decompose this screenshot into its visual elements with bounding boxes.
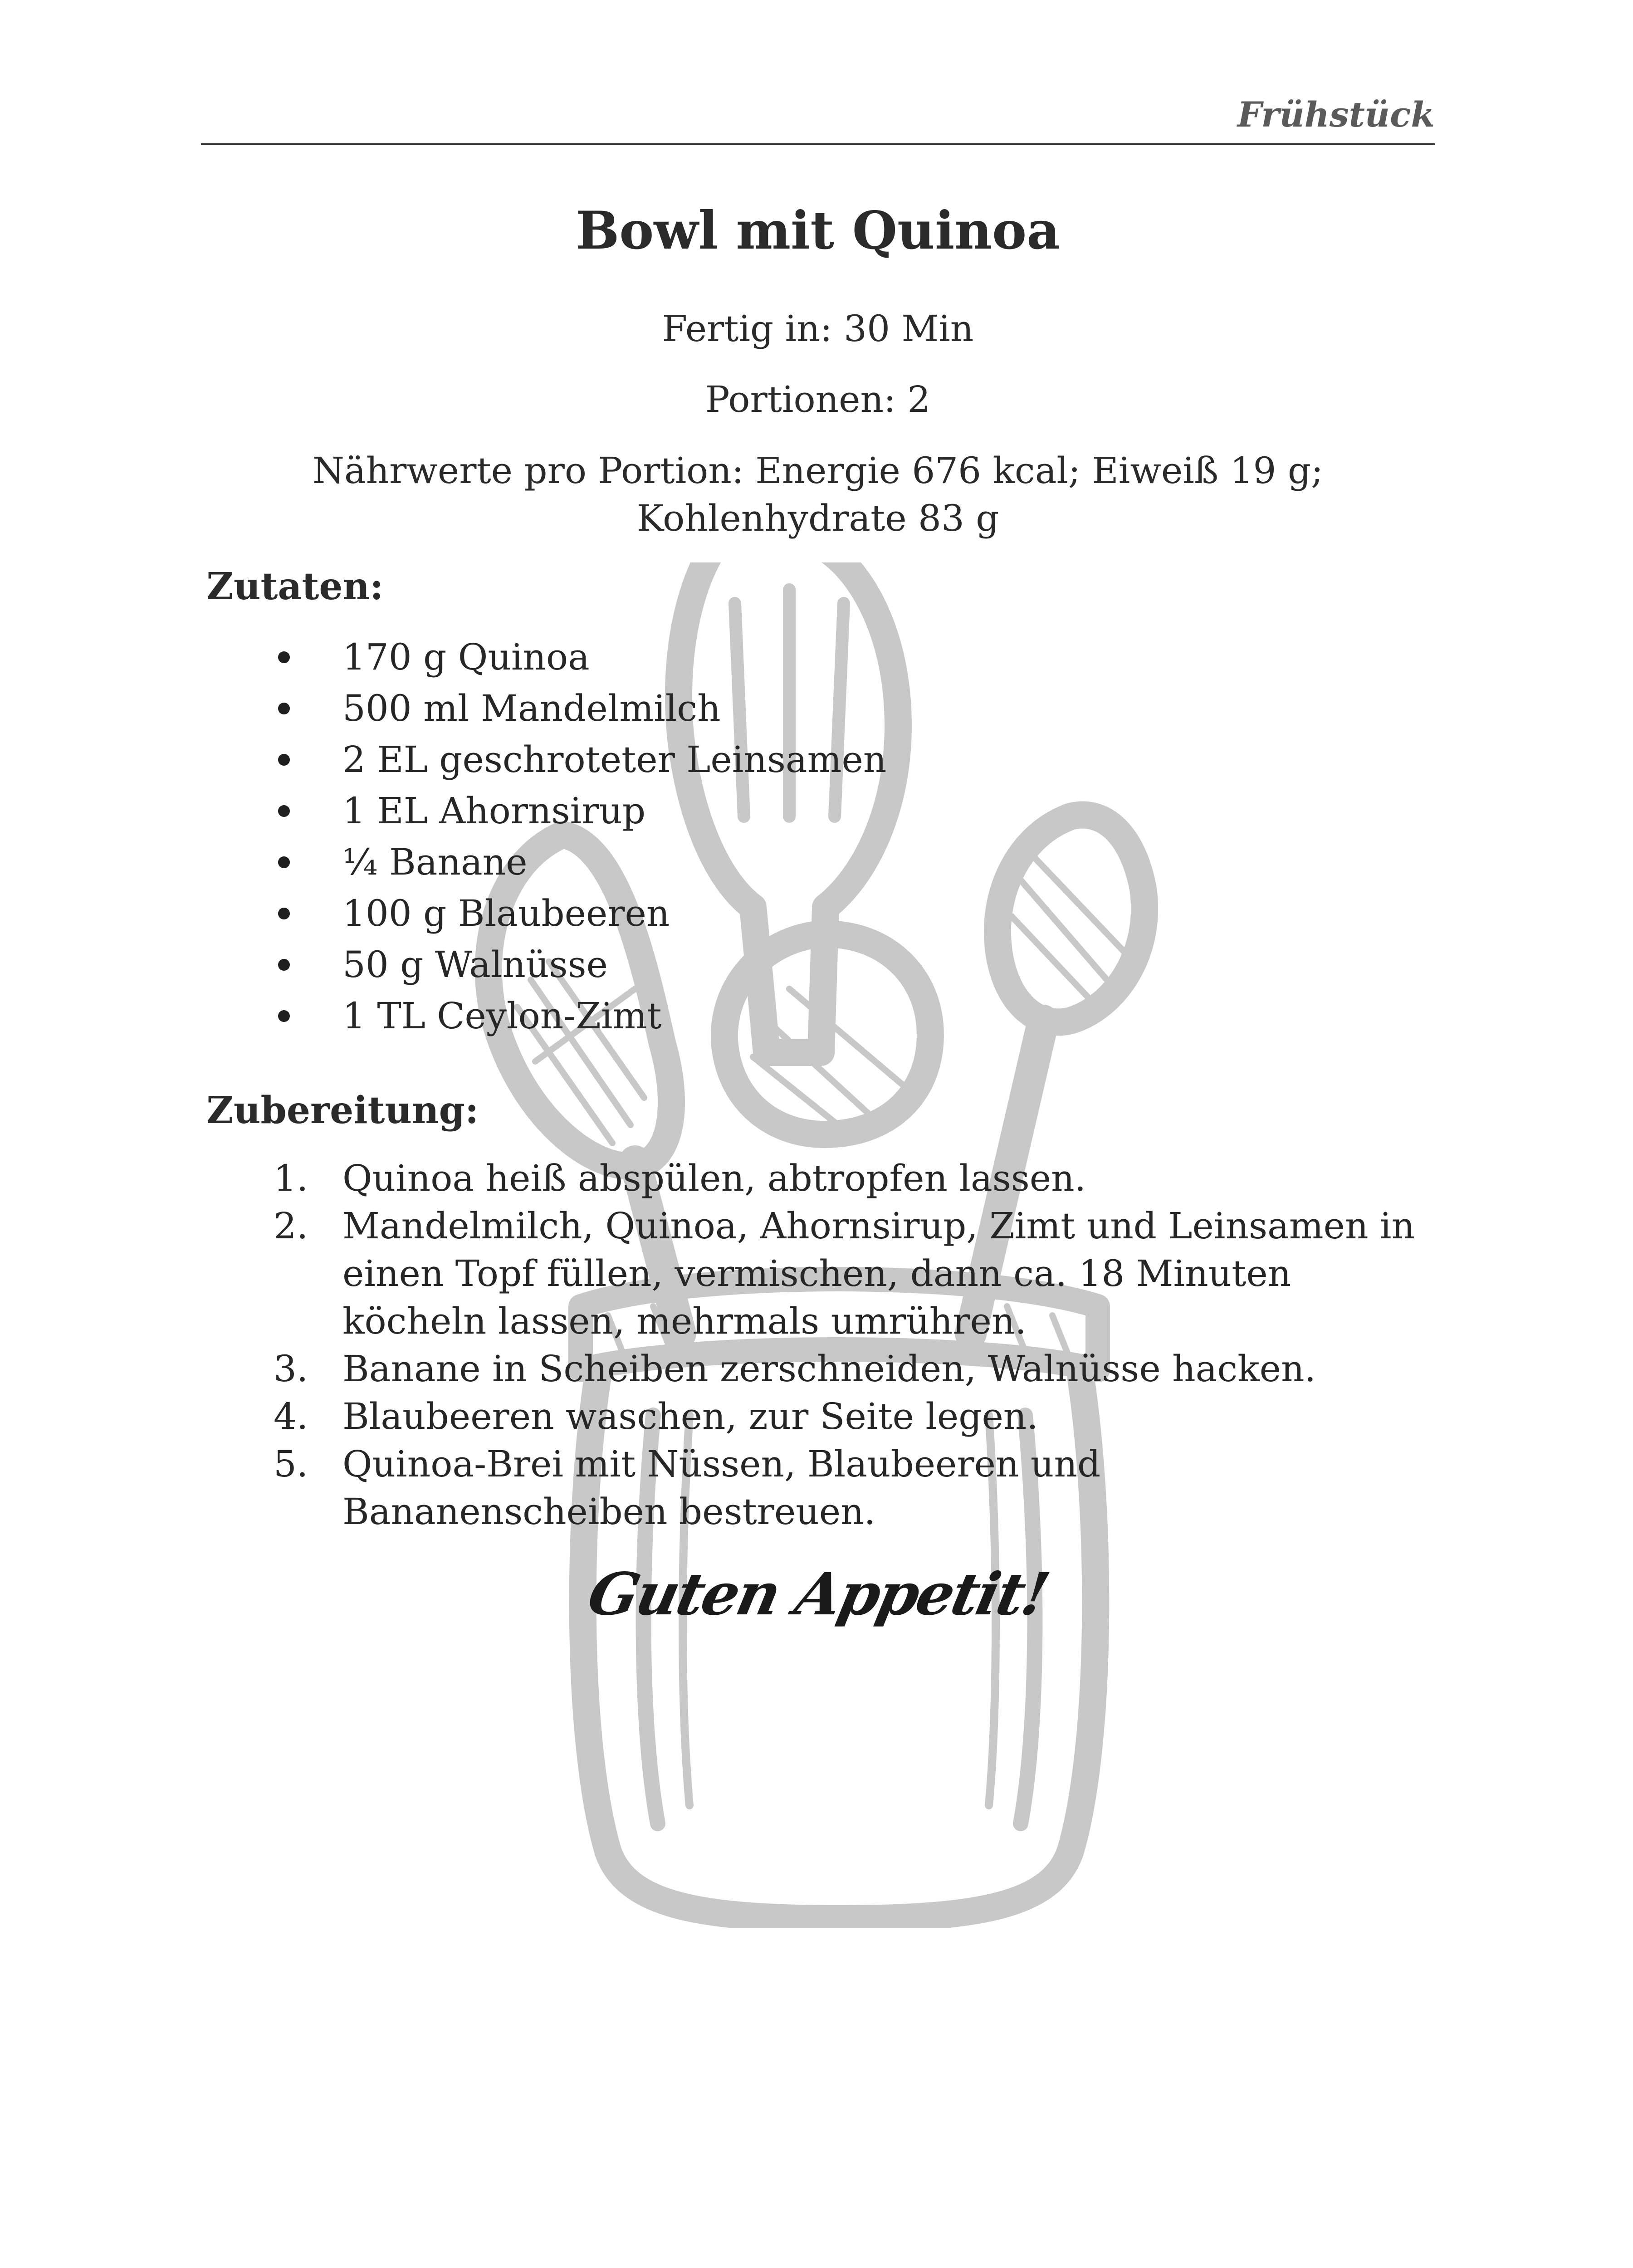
- step-number: 4.: [274, 1395, 308, 1437]
- preparation-heading: Zubereitung:: [206, 1089, 479, 1132]
- step-item: [201, 1202, 1435, 1345]
- step-text: Blaubeeren waschen, zur Seite legen.: [342, 1395, 1038, 1437]
- step-item: [201, 1154, 1435, 1202]
- ingredient-item: 2 EL geschroteter Leinsamen: [201, 734, 886, 785]
- ingredient-item: 1 EL Ahornsirup: [201, 785, 886, 836]
- nutrition-line-2: Kohlenhydrate 83 g: [636, 497, 999, 539]
- preparation-steps: [201, 1154, 1435, 1535]
- bullet-icon: [278, 1010, 290, 1022]
- step-number: 5.: [274, 1443, 308, 1485]
- ingredient-item: 1 TL Ceylon-Zimt: [201, 990, 886, 1041]
- ingredient-item: 500 ml Mandelmilch: [201, 683, 886, 734]
- ingredients-list: [201, 631, 886, 1041]
- recipe-time: Fertig in: 30 Min: [662, 308, 974, 350]
- step-text: Quinoa heiß abspülen, abtropfen lassen.: [342, 1157, 1086, 1199]
- step-text: Banane in Scheiben zerschneiden, Walnüsse hacken.: [342, 1348, 1316, 1390]
- recipe-servings: Portionen: 2: [705, 378, 931, 420]
- ingredient-item: 100 g Blaubeeren: [201, 888, 886, 939]
- recipe-title: Bowl mit Quinoa: [575, 200, 1061, 261]
- bullet-icon: [278, 959, 290, 971]
- step-text: Quinoa-Brei mit Nüssen, Blaubeeren und Bananenscheiben bestreuen.: [342, 1443, 1101, 1533]
- closing-greeting: Guten Appetit!: [582, 1560, 1054, 1628]
- bullet-icon: [278, 754, 290, 766]
- bullet-icon: [278, 856, 290, 868]
- ingredients-heading: Zutaten:: [206, 565, 384, 608]
- ingredient-item: 50 g Walnüsse: [201, 939, 886, 990]
- header-rule: [201, 143, 1435, 145]
- step-item: [201, 1345, 1435, 1393]
- bullet-icon: [278, 703, 290, 714]
- ingredient-item: 170 g Quinoa: [201, 631, 886, 683]
- page-header: [201, 86, 1435, 145]
- nutrition-line-1: Nährwerte pro Portion: Energie 676 kcal; Eiweiß 19 g;: [312, 450, 1324, 492]
- bullet-icon: [278, 651, 290, 663]
- step-number: 1.: [274, 1157, 308, 1199]
- step-text: Mandelmilch, Quinoa, Ahornsirup, Zimt und Leinsamen in einen Topf füllen, vermischen, dann ca. 18 Minuten köcheln lassen, mehrmals umrühren.: [342, 1205, 1415, 1342]
- ingredient-item: ¼ Banane: [201, 836, 886, 888]
- bullet-icon: [278, 805, 290, 817]
- step-number: 3.: [274, 1348, 308, 1390]
- step-number: 2.: [274, 1205, 308, 1247]
- running-head: Frühstück: [1237, 94, 1435, 135]
- step-item: [201, 1440, 1435, 1535]
- bullet-icon: [278, 908, 290, 919]
- step-item: [201, 1393, 1435, 1440]
